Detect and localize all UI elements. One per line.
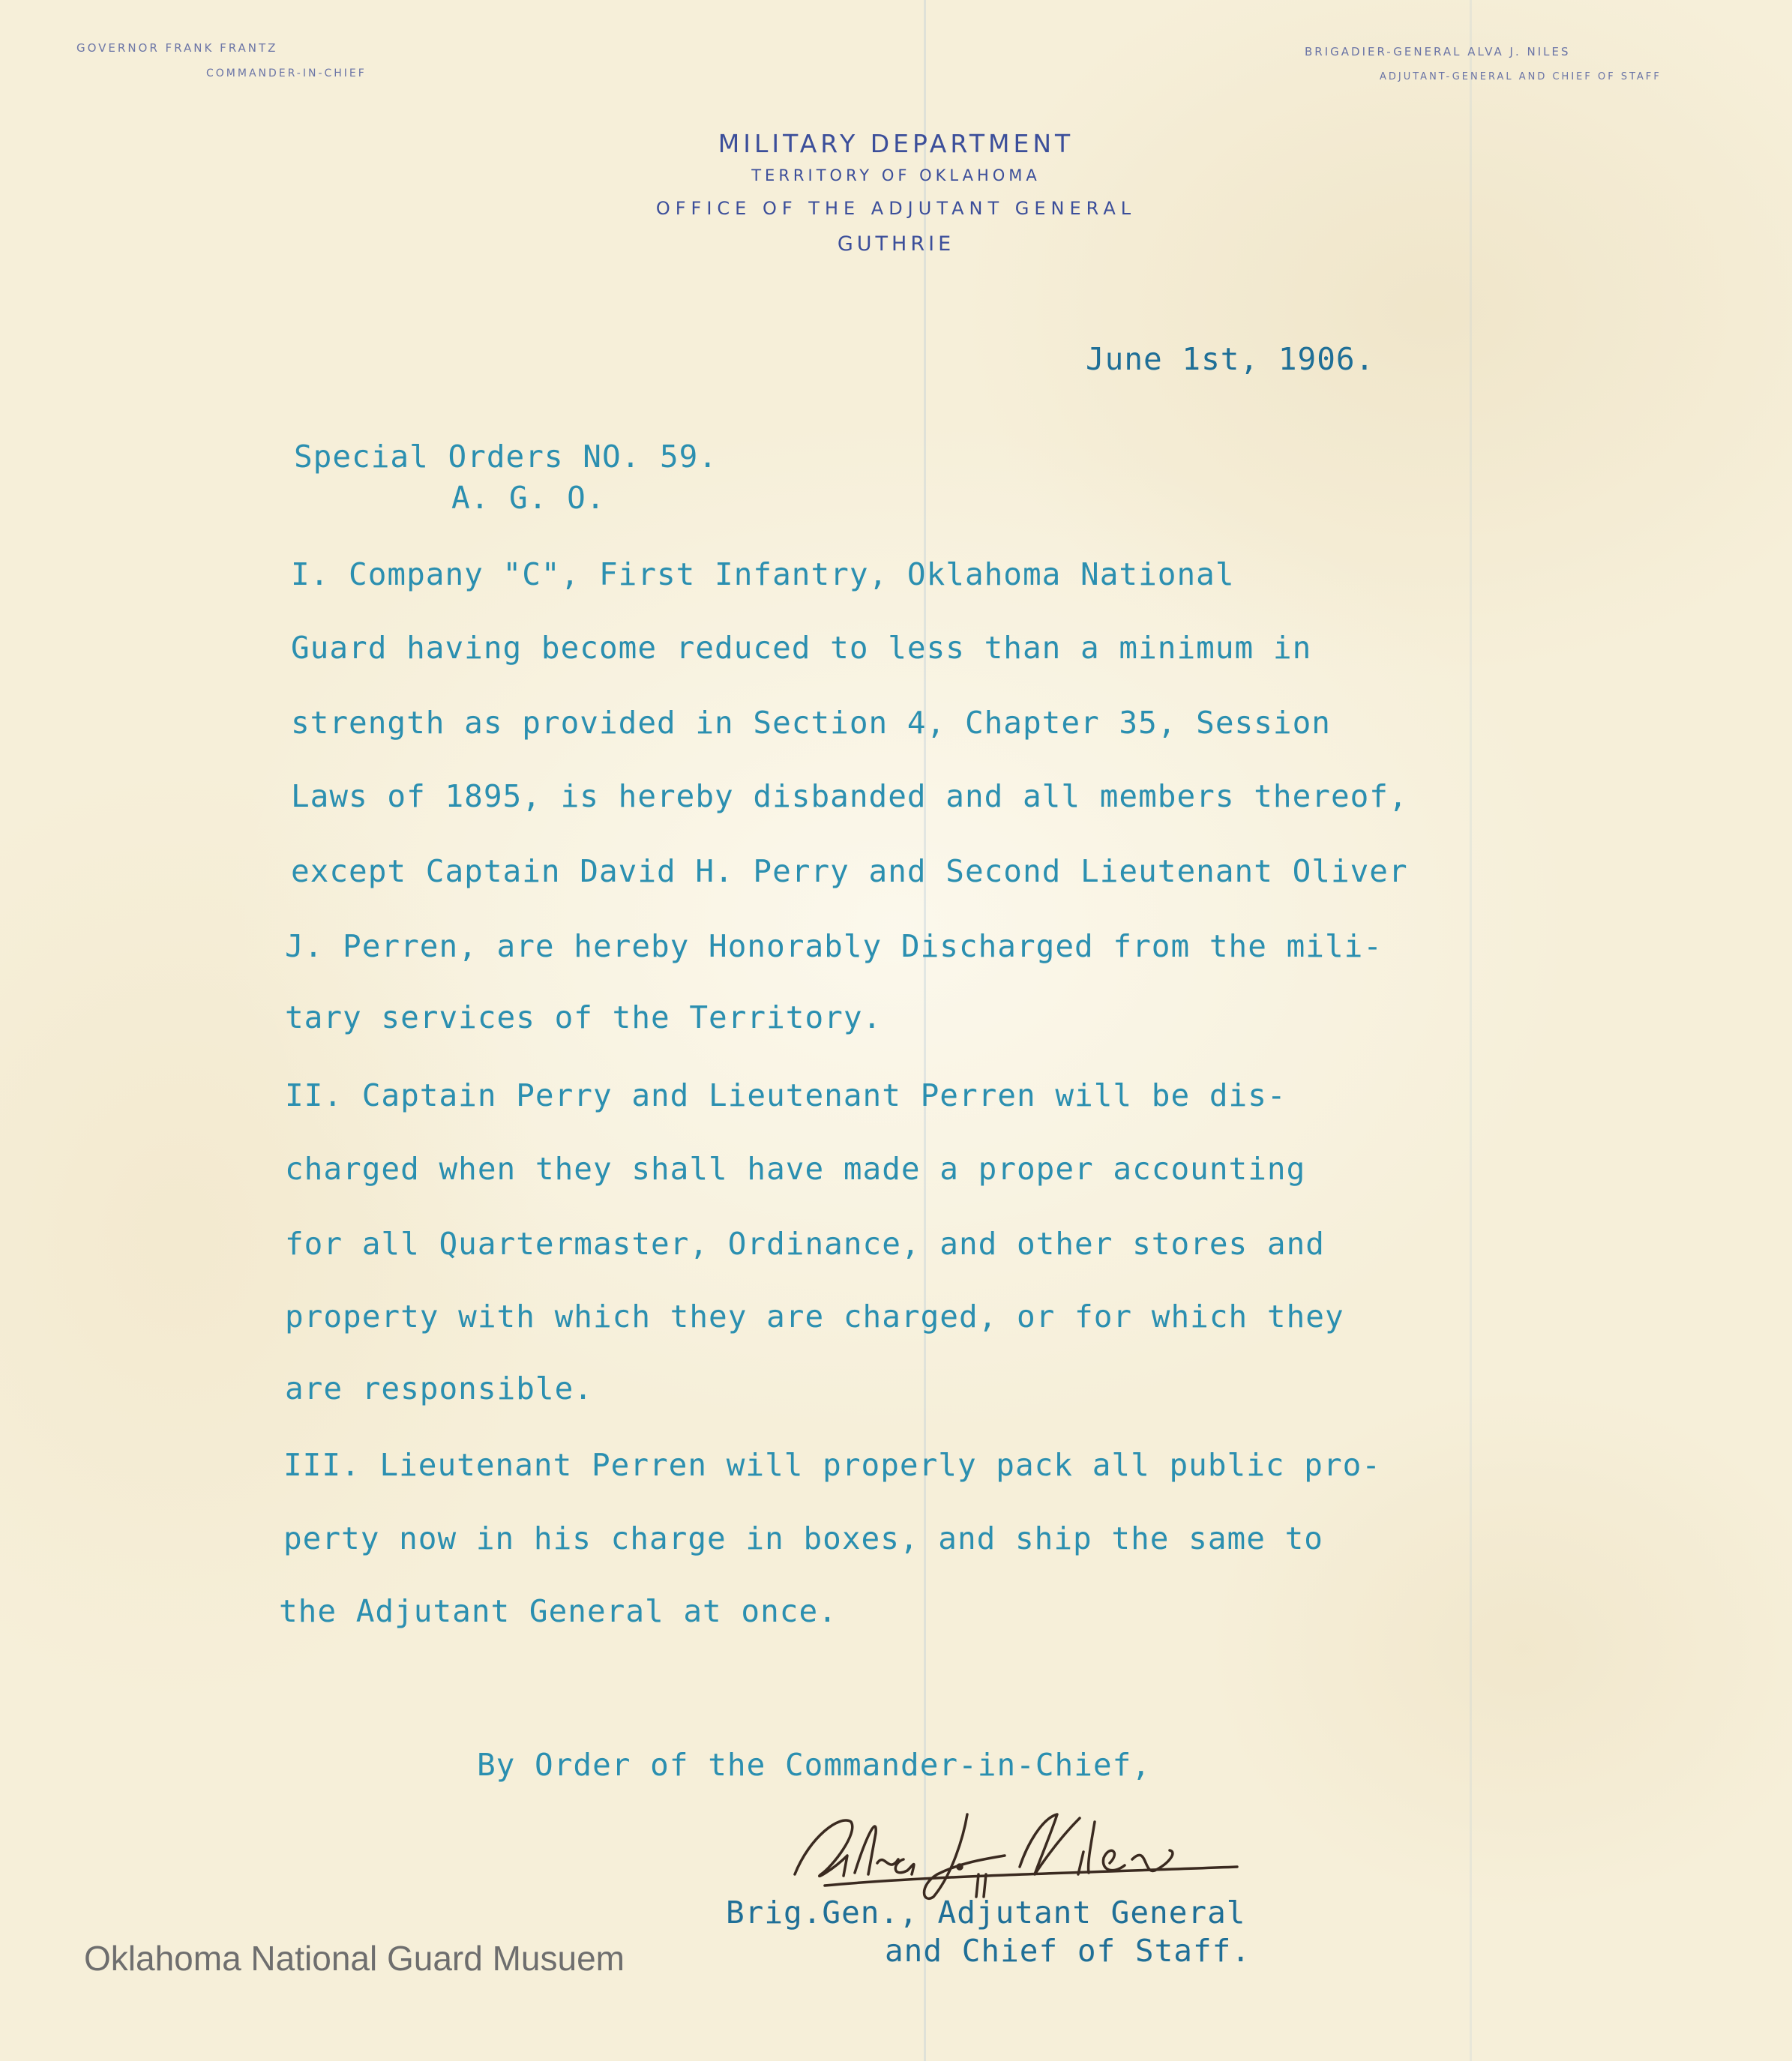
signer-title: and Chief of Staff. [885, 1933, 1251, 1969]
signer-title: Brig.Gen., Adjutant General [726, 1895, 1246, 1931]
body-line: II. Captain Perry and Lieutenant Perren will be dis- [285, 1077, 1287, 1113]
body-line: property with which they are charged, or for which they [285, 1299, 1344, 1335]
order-office-code: A. G. O. [451, 480, 606, 516]
body-line: Guard having become reduced to less than a minimum in [291, 630, 1312, 666]
department-heading: MILITARY DEPARTMENT [718, 129, 1074, 158]
city-heading: GUTHRIE [837, 232, 955, 256]
adjutant-name: BRIGADIER-GENERAL ALVA J. NILES [1305, 45, 1571, 58]
territory-heading: TERRITORY OF OKLAHOMA [751, 166, 1041, 184]
museum-watermark: Oklahoma National Guard Musuem [84, 1939, 625, 1978]
body-line: strength as provided in Section 4, Chapter 35, Session [291, 705, 1331, 741]
closing-line: By Order of the Commander-in-Chief, [477, 1747, 1151, 1783]
body-line: except Captain David H. Perry and Second Lieutenant Oliver [291, 853, 1408, 889]
body-line: for all Quartermaster, Ordinance, and other stores and [285, 1226, 1325, 1262]
governor-title: COMMANDER-IN-CHIEF [206, 67, 367, 79]
body-line: Laws of 1895, is hereby disbanded and all members thereof, [291, 778, 1408, 814]
letter-date: June 1st, 1906. [1086, 341, 1375, 377]
body-line: tary services of the Territory. [285, 999, 883, 1035]
body-line: I. Company "C", First Infantry, Oklahoma National [291, 556, 1235, 592]
adjutant-title: ADJUTANT-GENERAL AND CHIEF OF STAFF [1380, 71, 1662, 82]
office-heading: OFFICE OF THE ADJUTANT GENERAL [655, 198, 1137, 219]
body-line: J. Perren, are hereby Honorably Discharged from the mili- [285, 928, 1383, 964]
governor-name: GOVERNOR FRANK FRANTZ [76, 41, 278, 55]
paper-fold-line [1470, 0, 1472, 2061]
body-line: III. Lieutenant Perren will properly pack all public pro- [283, 1447, 1381, 1483]
handwritten-signature [780, 1792, 1260, 1904]
order-title: Special Orders NO. 59. [294, 439, 718, 475]
body-line: perty now in his charge in boxes, and ship the same to [283, 1520, 1323, 1556]
body-line: the Adjutant General at once. [279, 1593, 838, 1629]
body-line: are responsible. [285, 1371, 593, 1406]
body-line: charged when they shall have made a proper accounting [285, 1151, 1306, 1187]
